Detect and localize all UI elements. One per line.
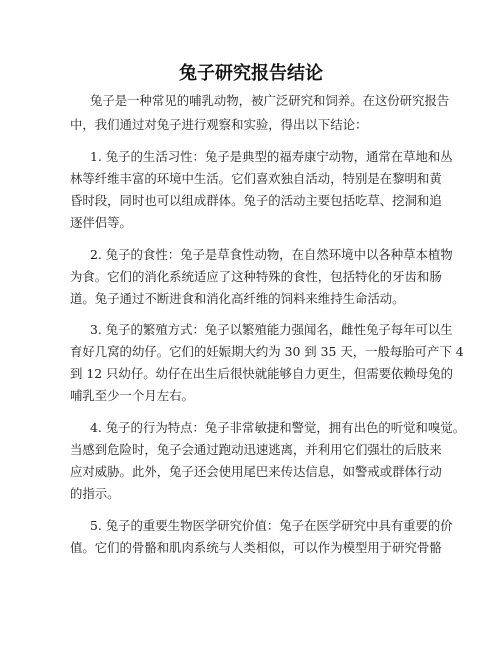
point-3-line-3: 到 12 只幼仔。幼仔在出生后很快就能够自力更生，但需要依赖母兔的 [70,366,453,381]
intro-line-1: 兔子是一种常见的哺乳动物，被广泛研究和饲养。在这份研究报告 [90,93,450,108]
point-5-line-2: 值。它们的骨骼和肌肉系统与人类相似，可以作为模型用于研究骨骼 [70,540,442,555]
point-4-line-1: 4. 兔子的行为特点：兔子非常敏捷和警觉，拥有出色的听觉和嗅觉。 [90,420,466,435]
point-4-line-4: 的指示。 [70,486,120,501]
point-5-line-1: 5. 兔子的重要生物医学研究价值：兔子在医学研究中具有重要的价 [90,518,453,533]
point-2-line-2: 为食。它们的消化系统适应了这种特殊的食性，包括特化的牙齿和肠 [70,269,442,284]
point-4-line-2: 当感到危险时，兔子会通过跑动迅速逃离，并利用它们强壮的后肢来 [70,442,442,457]
intro-line-2: 中，我们通过对兔子进行观察和实验，得出以下结论： [70,117,368,132]
point-3-line-4: 哺乳至少一个月左右。 [70,388,194,403]
point-2-line-3: 道。兔子通过不断进食和消化高纤维的饲料来维持生命活动。 [70,291,405,306]
point-4-line-3: 应对威胁。此外，兔子还会使用尾巴来传达信息，如警戒或群体行动 [70,464,442,479]
point-1-line-3: 昏时段，同时也可以组成群体。兔子的活动主要包括吃草、挖洞和追 [70,193,442,208]
point-3-line-2: 育好几窝的幼仔。它们的妊娠期大约为 30 到 35 天，一般每胎可产下 4 [70,344,464,359]
point-1-line-4: 逐伴侣等。 [70,215,132,230]
document-title: 兔子研究报告结论 [179,63,323,84]
point-3-line-1: 3. 兔子的繁殖方式：兔子以繁殖能力强闻名，雌性兔子每年可以生 [90,322,453,337]
point-2-line-1: 2. 兔子的食性：兔子是草食性动物，在自然环境中以各种草本植物 [90,247,453,262]
point-1-line-1: 1. 兔子的生活习性：兔子是典型的福寿康宁动物，通常在草地和丛 [90,149,453,164]
point-1-line-2: 林等纤维丰富的环境中生活。它们喜欢独自活动，特别是在黎明和黄 [70,171,442,186]
